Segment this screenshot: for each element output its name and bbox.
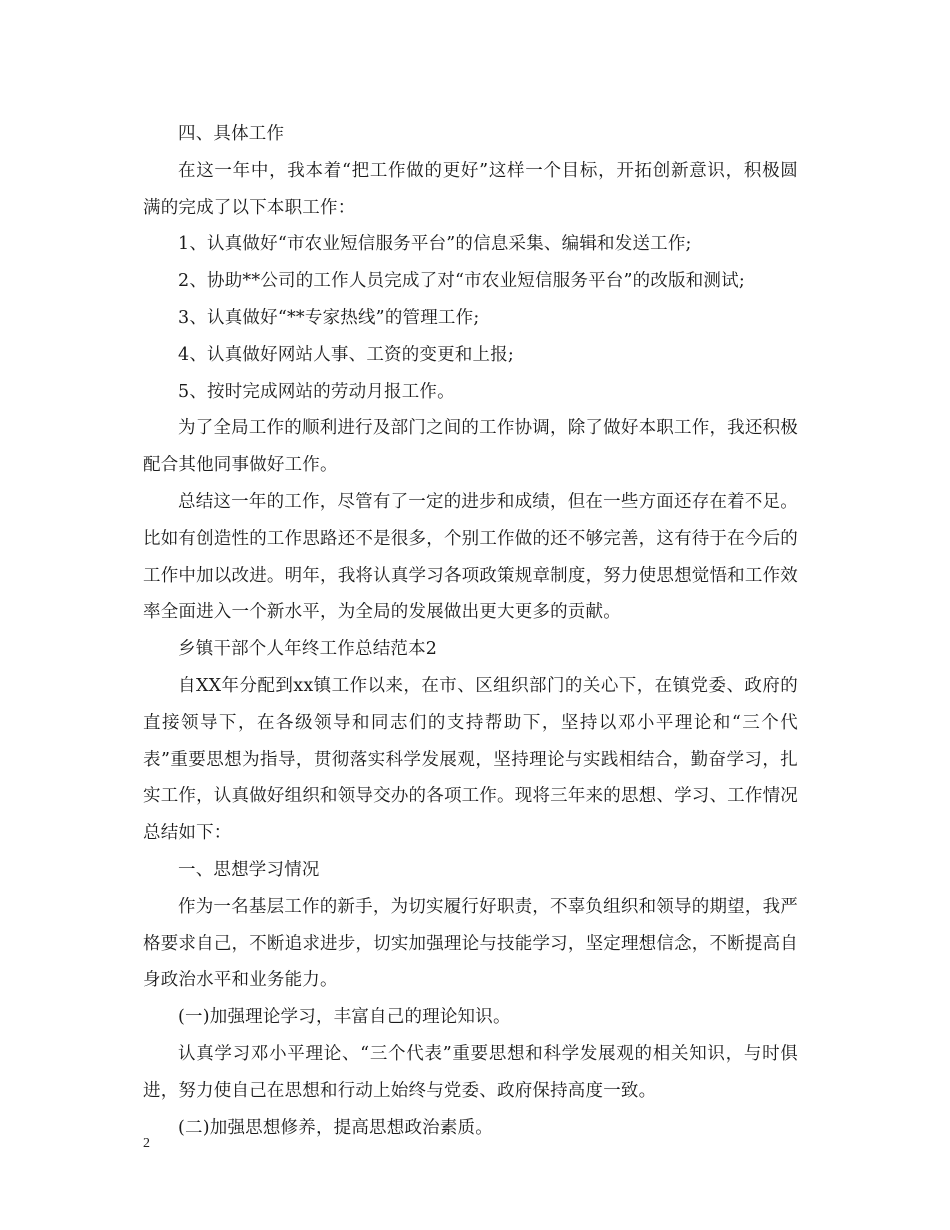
subsection-heading: (一)加强理论学习，丰富自己的理论知识。 — [178, 1007, 511, 1028]
document-body — [143, 116, 798, 1146]
paragraph: 认真学习邓小平理论、“三个代表”重要思想和科学发展观的相关知识，与时俱进，努力使自己在思想和行动上始终与党委、政府保持高度一致。 — [143, 1043, 798, 1101]
subsection-heading: (二)加强思想修养，提高思想政治素质。 — [178, 1117, 493, 1138]
paragraph: 为了全局工作的顺利进行及部门之间的工作协调，除了做好本职工作，我还积极配合其他同事做好工作。 — [143, 418, 798, 476]
section-heading: 四、具体工作 — [178, 124, 285, 144]
list-item: 5、按时完成网站的劳动月报工作。 — [178, 381, 455, 402]
paragraph: 自XX年分配到xx镇工作以来，在市、区组织部门的关心下，在镇党委、政府的直接领导下，在各级领导和同志们的支持帮助下，坚持以邓小平理论和“三个代表”重要思想为指导，贯彻落实科学发展观，坚持理论与实践相结合，勤奋学习，扎实工作，认真做好组织和领导交办的各项工作。现将三年来的思想、学习、工作情况总结如下： — [143, 675, 798, 844]
paragraph: 总结这一年的工作，尽管有了一定的进步和成绩，但在一些方面还存在着不足。比如有创造性的工作思路还不是很多，个别工作做的还不够完善，这有待于在今后的工作中加以改进。明年，我将认真学习各项政策规章制度，努力使思想觉悟和工作效率全面进入一个新水平，为全局的发展做出更大更多的贡献。 — [143, 491, 798, 623]
document-title: 乡镇干部个人年终工作总结范本2 — [178, 639, 438, 660]
page-number: 2 — [143, 1136, 150, 1151]
list-item: 3、认真做好“**专家热线”的管理工作; — [178, 307, 480, 328]
list-item: 1、认真做好“市农业短信服务平台”的信息采集、编辑和发送工作; — [178, 234, 692, 255]
paragraph: 作为一名基层工作的新手，为切实履行好职责，不辜负组织和领导的期望，我严格要求自己，不断追求进步，切实加强理论与技能学习，坚定理想信念，不断提高自身政治水平和业务能力。 — [143, 896, 798, 991]
paragraph: 在这一年中，我本着“把工作做的更好”这样一个目标，开拓创新意识，积极圆满的完成了以下本职工作： — [143, 160, 798, 218]
list-item: 4、认真做好网站人事、工资的变更和上报; — [178, 344, 515, 365]
list-item: 2、协助**公司的工作人员完成了对“市农业短信服务平台”的改版和测试; — [178, 271, 745, 292]
section-heading: 一、思想学习情况 — [178, 859, 320, 880]
